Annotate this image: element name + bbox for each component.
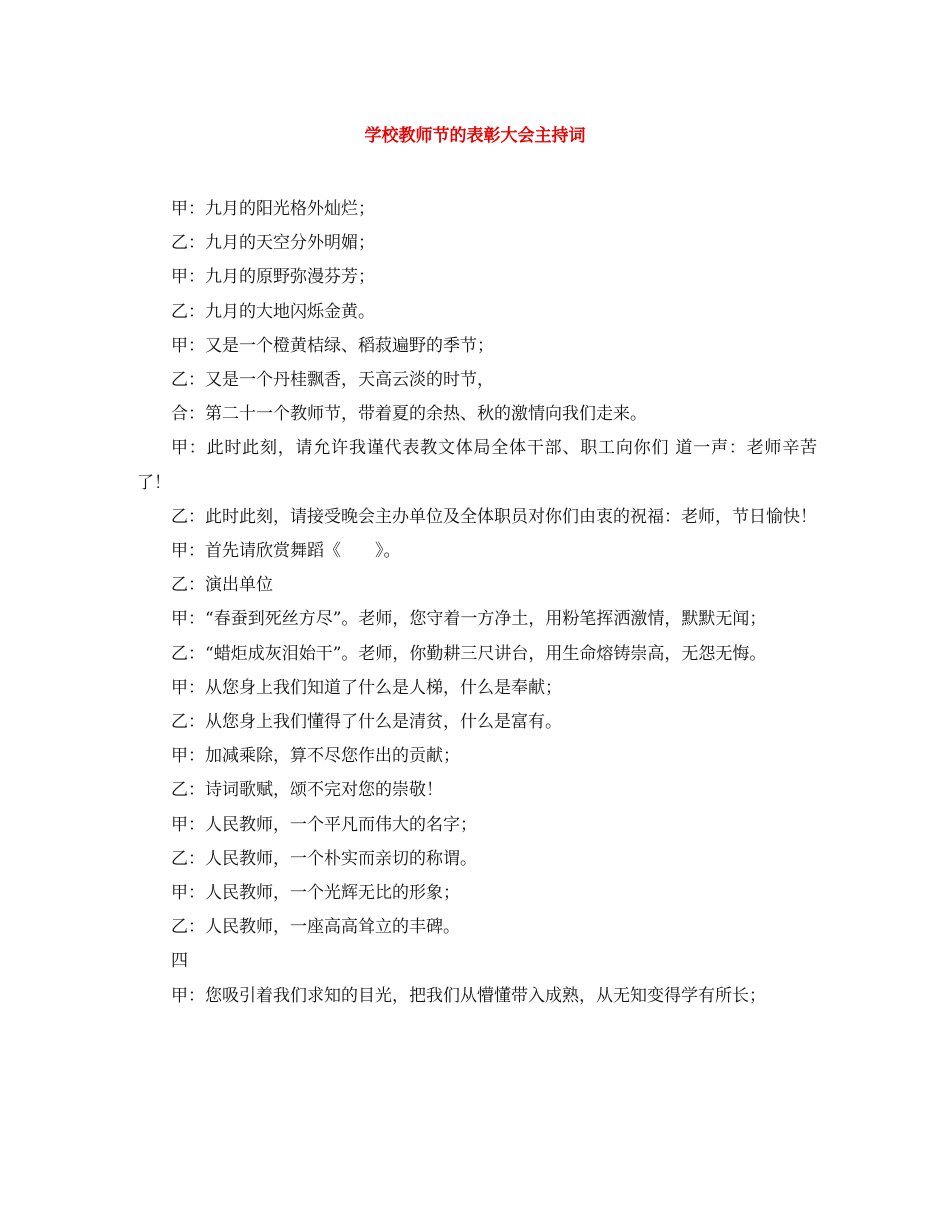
paragraph-17: 乙：诗词歌赋，颂不完对您的崇敬！ <box>171 780 443 801</box>
paragraph-7: 合：第二十一个教师节，带着夏的余热、秋的激情向我们走来。 <box>171 404 647 425</box>
paragraph-14: 甲：从您身上我们知道了什么是人梯，什么是奉献； <box>171 677 562 698</box>
paragraph-10: 甲：首先请欣赏舞蹈《 》。 <box>171 541 401 562</box>
paragraph-20: 甲：人民教师，一个光辉无比的形象； <box>171 883 460 904</box>
paragraph-13: 乙：“蜡炬成灰泪始干”。老师，你勤耕三尺讲台，用生命熔铸崇高，无怨无悔。 <box>171 643 767 664</box>
document-title: 学校教师节的表彰大会主持词 <box>364 126 586 146</box>
paragraph-9: 乙：此时此刻，请接受晚会主办单位及全体职员对你们由衷的祝福：老师，节日愉快！ <box>171 506 817 527</box>
paragraph-1: 甲：九月的阳光格外灿烂； <box>171 199 375 219</box>
paragraph-4: 乙：九月的大地闪烁金黄。 <box>171 301 375 322</box>
paragraph-11: 乙：演出单位 <box>171 575 273 596</box>
paragraph-16: 甲：加减乘除，算不尽您作出的贡献； <box>171 746 460 767</box>
paragraph-22: 四 <box>171 951 188 972</box>
paragraph-6: 乙：又是一个丹桂飘香，天高云淡的时节， <box>171 370 494 391</box>
paragraph-21: 乙：人民教师，一座高高耸立的丰碑。 <box>171 917 460 938</box>
paragraph-18: 甲：人民教师，一个平凡而伟大的名字； <box>171 814 477 835</box>
paragraph-15: 乙：从您身上我们懂得了什么是清贫，什么是富有。 <box>171 712 562 733</box>
paragraph-19: 乙：人民教师，一个朴实而亲切的称谓。 <box>171 848 477 869</box>
paragraph-23: 甲：您吸引着我们求知的目光，把我们从懵懂带入成熟，从无知变得学有所长； <box>171 985 766 1006</box>
paragraph-8: 甲：此时此刻，请允许我谨代表教文体局全体干部、职工向你们 道一声：老师辛苦了！ <box>137 438 817 493</box>
paragraph-12: 甲：“春蚕到死丝方尽”。老师，您守着一方净土，用粉笔挥洒激情，默默无闻； <box>171 609 767 630</box>
paragraph-2: 乙：九月的天空分外明媚； <box>171 233 375 254</box>
document-body <box>137 192 817 1013</box>
paragraph-3: 甲：九月的原野弥漫芬芳； <box>171 267 375 288</box>
paragraph-5: 甲：又是一个橙黄桔绿、稻菽遍野的季节； <box>171 335 494 356</box>
